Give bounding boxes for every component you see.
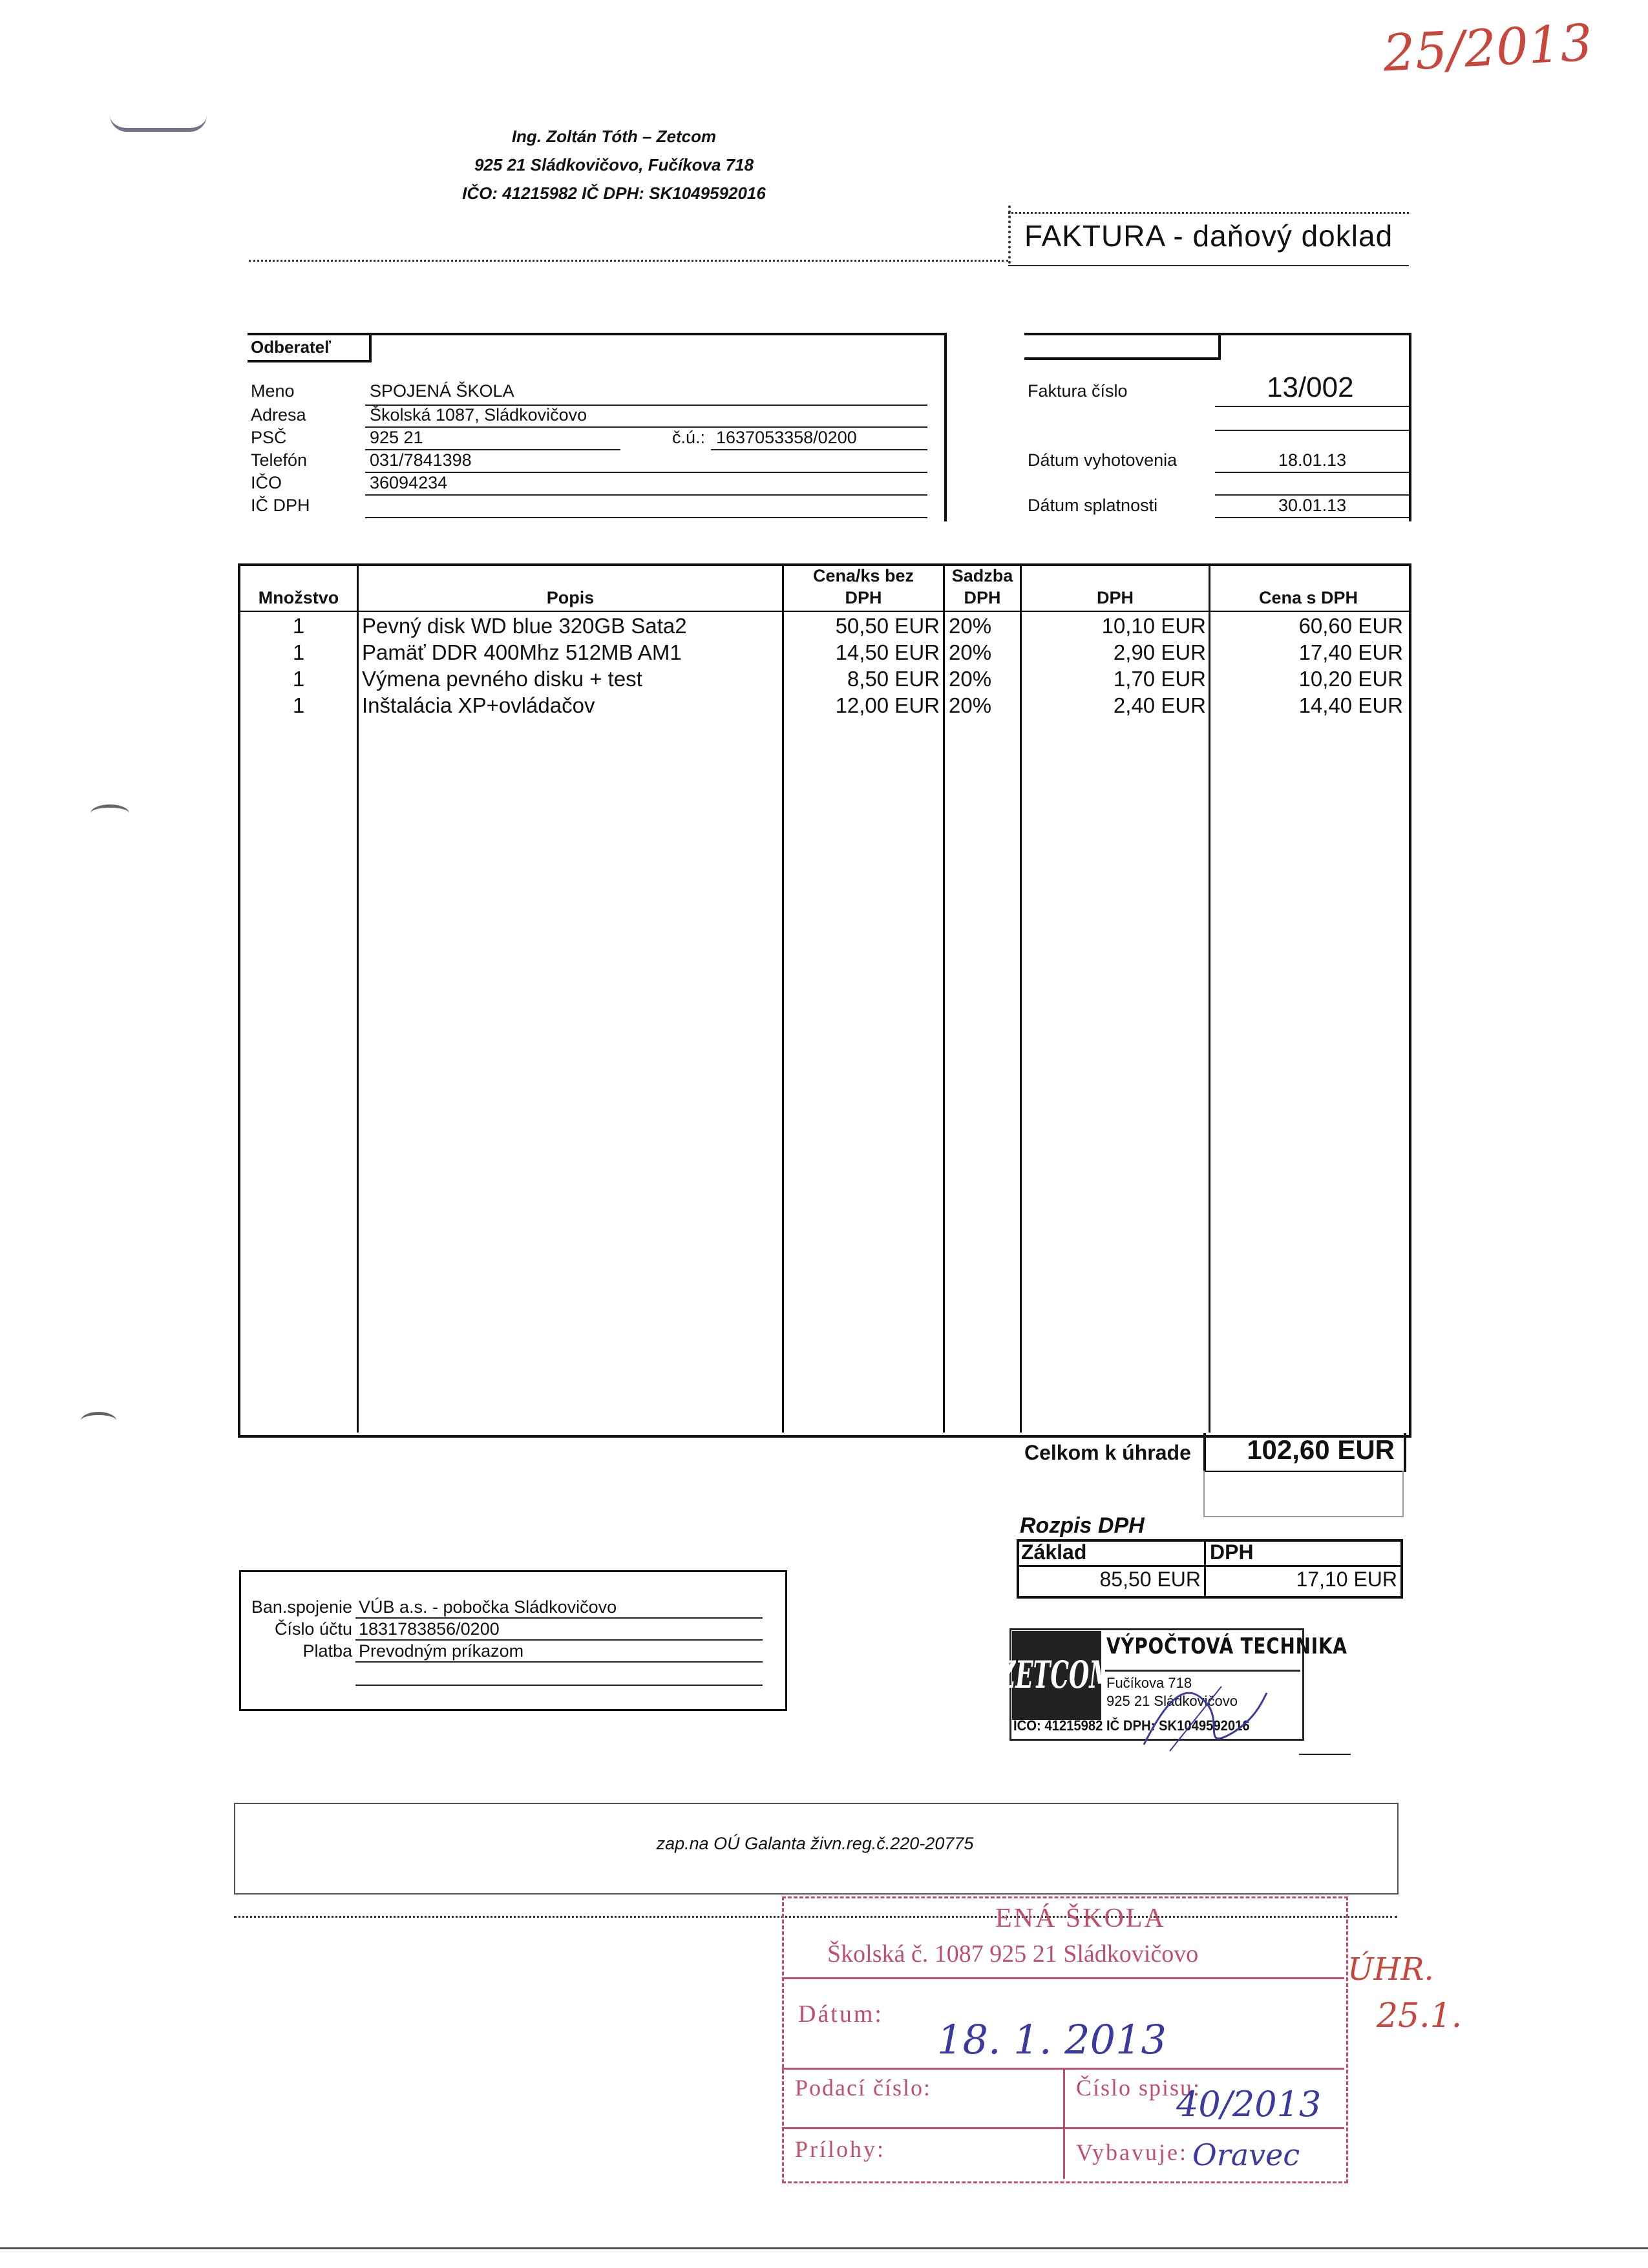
- invoice-info-notch: [1024, 333, 1221, 360]
- handwritten-invoice-number: 25/2013: [1381, 14, 1594, 83]
- row-unit-price: 12,00 EUR: [835, 693, 940, 717]
- row-qty: 1: [292, 693, 305, 717]
- receipt-spis-label: Číslo spisu:: [1076, 2075, 1201, 2101]
- row-unit-price: 8,50 EUR: [847, 667, 940, 691]
- punch-mark-icon: [90, 804, 129, 822]
- receipt-stamp-line-1: [782, 1977, 1344, 1979]
- row-total: 17,40 EUR: [1298, 640, 1403, 664]
- receipt-vybavuje-value: Oravec: [1192, 2137, 1300, 2172]
- document-title: FAKTURA - daňový doklad: [1024, 219, 1393, 253]
- bank-label: Ban.spojenie: [251, 1597, 352, 1617]
- row-desc: Pevný disk WD blue 320GB Sata2: [362, 614, 687, 638]
- customer-psc: 925 21: [370, 428, 423, 447]
- receipt-date-value: 18. 1. 2013: [937, 2016, 1167, 2063]
- vat-base-value: 85,50 EUR: [1099, 1568, 1201, 1591]
- row-unit-price: 14,50 EUR: [835, 640, 940, 664]
- company-stamp-underline: [1299, 1754, 1351, 1755]
- scan-mark-icon: [110, 115, 207, 132]
- row-vat: 2,90 EUR: [1113, 640, 1206, 664]
- row-qty: 1: [292, 614, 305, 638]
- customer-ico-line: [365, 494, 927, 496]
- bank-box: [239, 1570, 787, 1711]
- bank-name-line: [355, 1617, 763, 1619]
- receipt-date-label: Dátum:: [798, 2000, 883, 2028]
- receipt-podaci-label: Podací číslo:: [795, 2075, 931, 2101]
- row-vat: 10,10 EUR: [1101, 614, 1206, 638]
- customer-section-label: Odberateľ: [251, 337, 332, 357]
- vat-vat-label: DPH: [1210, 1540, 1254, 1564]
- total-label: Celkom k úhrade: [1024, 1441, 1191, 1464]
- row-total: 60,60 EUR: [1298, 614, 1403, 638]
- row-desc: Inštalácia XP+ovládačov: [362, 693, 595, 717]
- bank-blank-line: [355, 1685, 763, 1686]
- label-ic-dph: IČ DPH: [251, 496, 310, 515]
- company-logo-text: ZETCOM: [998, 1654, 1115, 1697]
- invoice-number-label: Faktura číslo: [1028, 381, 1128, 401]
- col-divider-qty: [357, 563, 359, 1433]
- company-stamp-street: Fučíkova 718: [1106, 1675, 1192, 1691]
- invoice-info-box: [1024, 333, 1411, 521]
- punch-mark-icon: [81, 1412, 116, 1429]
- account-label: Číslo účtu: [274, 1619, 352, 1639]
- customer-ic-dph-line: [365, 517, 927, 518]
- vat-breakdown-mid: [1017, 1565, 1403, 1567]
- label-psc: PSČ: [251, 428, 287, 447]
- page-bottom-line: [0, 2247, 1648, 2249]
- vat-breakdown-title: Rozpis DPH: [1020, 1513, 1145, 1538]
- seller-address: 925 21 Sládkovičovo, Fučíkova 718: [474, 155, 754, 174]
- receipt-vybavuje-label: Vybavuje:: [1076, 2139, 1188, 2165]
- header-qty: Množstvo: [258, 588, 339, 607]
- receipt-stamp-school: ENÁ ŠKOLA: [995, 1904, 1166, 1933]
- footer-note: zap.na OÚ Galanta živn.reg.č.220-20775: [656, 1834, 974, 1853]
- row-rate: 20%: [949, 693, 992, 717]
- invoice-blank-line: [1215, 430, 1409, 431]
- title-underline: [1008, 265, 1409, 266]
- header-rate-1: Sadzba: [951, 566, 1013, 585]
- receipt-spis-value: 40/2013: [1176, 2084, 1322, 2125]
- row-rate: 20%: [949, 614, 992, 638]
- date-issued-line: [1215, 472, 1409, 473]
- row-desc: Pamäť DDR 400Mhz 512MB AM1: [362, 640, 682, 664]
- row-unit-price: 50,50 EUR: [835, 614, 940, 638]
- receipt-stamp-address: Školská č. 1087 925 21 Sládkovičovo: [827, 1940, 1199, 1968]
- header-unit-2: DPH: [845, 588, 882, 607]
- label-adresa: Adresa: [251, 405, 306, 425]
- company-stamp-title: VÝPOČTOVÁ TECHNIKA: [1106, 1633, 1347, 1659]
- customer-account-label: č.ú.:: [672, 428, 706, 447]
- date-due-label: Dátum splatnosti: [1028, 496, 1158, 515]
- row-qty: 1: [292, 667, 305, 691]
- row-total: 14,40 EUR: [1298, 693, 1403, 717]
- payment-method: Prevodným príkazom: [359, 1641, 524, 1661]
- vat-base-label: Základ: [1021, 1540, 1087, 1564]
- total-lower-box: [1203, 1471, 1404, 1517]
- payment-label: Platba: [302, 1641, 352, 1661]
- table-header-divider: [238, 611, 1409, 612]
- side-note-date: 25.1.: [1377, 1997, 1463, 2035]
- customer-phone-line: [365, 472, 927, 473]
- row-rate: 20%: [949, 640, 992, 664]
- signature-icon: [1131, 1667, 1273, 1764]
- date-issued-label: Dátum vyhotovenia: [1028, 450, 1178, 470]
- label-meno: Meno: [251, 381, 295, 401]
- company-stamp-city: 925 21 Sládkovičovo: [1106, 1693, 1238, 1709]
- company-stamp-ids: IČO: 41215982 IČ DPH: SK1049592016: [1013, 1717, 1250, 1734]
- vat-vat-value: 17,10 EUR: [1296, 1568, 1397, 1591]
- vat-breakdown-col: [1204, 1539, 1206, 1596]
- company-stamp-logo: [998, 1631, 1115, 1720]
- date-due-line: [1215, 517, 1409, 518]
- label-telefon: Telefón: [251, 450, 308, 470]
- header-desc: Popis: [546, 588, 595, 607]
- row-rate: 20%: [949, 667, 992, 691]
- row-vat: 2,40 EUR: [1113, 693, 1206, 717]
- header-divider: [249, 253, 1008, 262]
- header-unit-1: Cena/ks bez: [812, 566, 914, 585]
- customer-account-line: [711, 449, 927, 450]
- customer-ico: 36094234: [370, 473, 448, 492]
- total-value: 102,60 EUR: [1247, 1434, 1395, 1465]
- invoice-number: 13/002: [1267, 372, 1354, 403]
- date-issued: 18.01.13: [1278, 450, 1347, 470]
- receipt-prilohy-label: Prílohy:: [795, 2136, 886, 2162]
- receipt-stamp-line-3: [782, 2127, 1344, 2129]
- invoice-number-line: [1215, 406, 1409, 407]
- bank-name: VÚB a.s. - pobočka Sládkovičovo: [359, 1597, 617, 1617]
- seller-name: Ing. Zoltán Tóth – Zetcom: [511, 127, 717, 146]
- receipt-stamp-mid: [1063, 2068, 1065, 2179]
- customer-name: SPOJENÁ ŠKOLA: [370, 381, 514, 401]
- row-desc: Výmena pevného disku + test: [362, 667, 642, 691]
- customer-account: 1637053358/0200: [716, 428, 857, 447]
- row-total: 10,20 EUR: [1298, 667, 1403, 691]
- seller-ids: IČO: 41215982 IČ DPH: SK1049592016: [462, 184, 766, 203]
- side-note-paid: ÚHR.: [1347, 1951, 1434, 1988]
- header-total: Cena s DPH: [1258, 588, 1358, 607]
- row-qty: 1: [292, 640, 305, 664]
- label-ico: IČO: [251, 473, 282, 492]
- date-due: 30.01.13: [1278, 496, 1347, 515]
- bank-account-line: [355, 1639, 763, 1641]
- header-vat: DPH: [1096, 588, 1134, 607]
- customer-phone: 031/7841398: [370, 450, 472, 470]
- bank-account: 1831783856/0200: [359, 1619, 500, 1639]
- col-divider-unit: [943, 563, 945, 1433]
- row-vat: 1,70 EUR: [1113, 667, 1206, 691]
- payment-line: [355, 1661, 763, 1663]
- header-rate-2: DPH: [964, 588, 1001, 607]
- customer-address: Školská 1087, Sládkovičovo: [370, 405, 587, 425]
